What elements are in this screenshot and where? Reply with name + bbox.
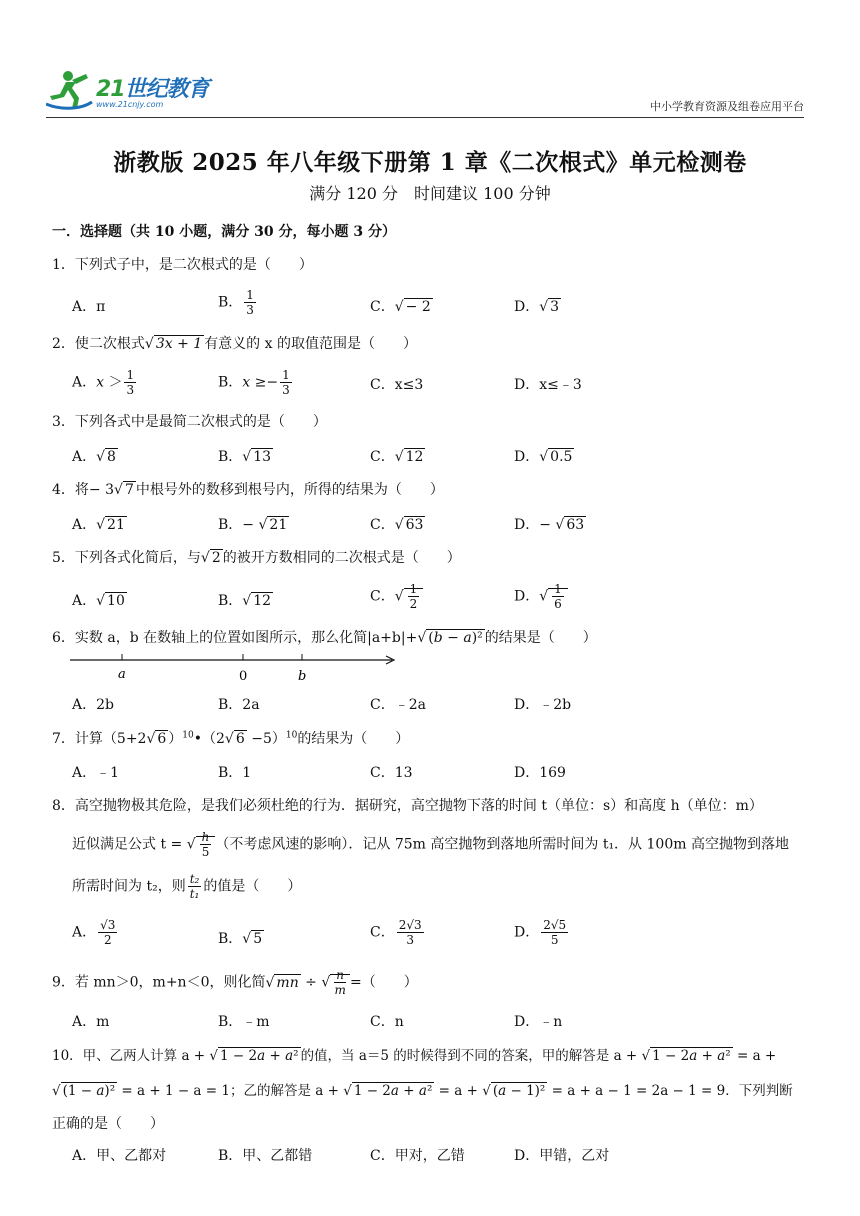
q1-option-d[interactable]: D．√ 3 xyxy=(514,299,560,315)
q7-option-c[interactable]: C．13 xyxy=(370,765,413,781)
logo-url: www.21cnjy.com xyxy=(96,100,164,109)
q4-option-a[interactable]: A．√ 21 xyxy=(72,517,125,533)
q5-option-b[interactable]: B．√ 12 xyxy=(218,593,272,609)
q4-option-d[interactable]: D．− √ 63 xyxy=(514,517,585,533)
q3-option-d[interactable]: D．√ 0.5 xyxy=(514,449,573,465)
q1-option-b[interactable]: B． $\frac{1}{3}$ xyxy=(218,288,254,317)
question-8-line-1: 8．高空抛物极其危险，是我们必须杜绝的行为．据研究，高空抛物下落的时间 t（单位：s）和高度 h（单位：m） xyxy=(52,798,763,814)
question-4: 4．将− 3√ 7 中根号外的数移到根号内，所得的结果为（ ） xyxy=(52,482,444,498)
number-line xyxy=(70,648,400,688)
q3-option-c[interactable]: C．√ 12 xyxy=(370,449,424,465)
page-header xyxy=(46,64,804,118)
q3-option-b[interactable]: B．√ 13 xyxy=(218,449,272,465)
q10-option-b[interactable]: B．甲、乙都错 xyxy=(218,1148,313,1164)
q10-option-c[interactable]: C．甲对，乙错 xyxy=(370,1148,465,1164)
question-3: 3．下列各式中是最简二次根式的是（ ） xyxy=(52,414,327,430)
q8-option-b[interactable]: B．√ 5 xyxy=(218,931,263,947)
question-9: 9．若 mn＞0，m+n＜0，则化简√ mn ÷ √ $\frac{n}{m}$ =（ ） xyxy=(52,968,418,997)
q2-option-c[interactable]: C．x≤3 xyxy=(370,377,424,393)
q9-option-b[interactable]: B．﹣m xyxy=(218,1014,270,1030)
q6-option-a[interactable]: A．2b xyxy=(72,697,114,713)
q10-option-a[interactable]: A．甲、乙都对 xyxy=(72,1148,167,1164)
question-10-line-3: 正确的是（ ） xyxy=(52,1116,164,1132)
number-line-label-a: a xyxy=(118,667,126,682)
question-7: 7．计算（5+2√ 6 ）$^{10}$•（2√ 6 −5）$^{10}$的结果为（ ） xyxy=(52,730,410,747)
question-2: 2．使二次根式√ 3x + 1 有意义的 x 的取值范围是（ ） xyxy=(52,336,417,352)
header-divider xyxy=(46,117,804,118)
q7-option-b[interactable]: B．1 xyxy=(218,765,252,781)
page-subtitle: 满分 120 分 时间建议 100 分钟 xyxy=(309,184,551,203)
question-10-line-1: 10．甲、乙两人计算 a + √ 1 − 2a + a² 的值，当 a＝5 的时候得到不同的答案，甲的解答是 a + √ 1 − 2a + a² = a + xyxy=(52,1048,777,1064)
q1-option-c[interactable]: C．√ − 2 xyxy=(370,299,431,315)
question-8-line-3: 所需时间为 t₂，则 $\frac{\text{t₂}}{\text{t₁}}$ 的值是（ ） xyxy=(72,872,302,901)
q2-option-a[interactable]: A．x ＞ $\frac{1}{3}$ xyxy=(72,368,135,397)
q4-option-b[interactable]: B．− √ 21 xyxy=(218,517,288,533)
question-5: 5．下列各式化简后，与√ 2 的被开方数相同的二次根式是（ ） xyxy=(52,550,461,566)
question-1: 1．下列式子中，是二次根式的是（ ） xyxy=(52,257,313,273)
page-title: 浙教版 2025 年八年级下册第 1 章《二次根式》单元检测卷 xyxy=(113,149,747,176)
section-heading: 一．选择题（共 10 小题，满分 30 分，每小题 3 分） xyxy=(52,224,396,240)
runner-logo-icon xyxy=(46,70,94,110)
question-6: 6．实数 a，b 在数轴上的位置如图所示，那么化简|a+b|+√ (b − a)² 的结果是（ ） xyxy=(52,630,597,646)
q8-option-c[interactable]: C． $\frac{2√3}{3}$ xyxy=(370,918,422,947)
q3-option-a[interactable]: A．√ 8 xyxy=(72,449,116,465)
q9-option-a[interactable]: A．m xyxy=(72,1014,110,1030)
q10-option-d[interactable]: D．甲错，乙对 xyxy=(514,1148,610,1164)
q5-option-c[interactable]: C．√ $\frac{1}{2}$ xyxy=(370,582,423,611)
q7-option-a[interactable]: A．﹣1 xyxy=(72,765,120,781)
q9-option-c[interactable]: C．n xyxy=(370,1014,404,1030)
platform-label: 中小学教育资源及组卷应用平台 xyxy=(650,100,804,113)
number-line-label-0: 0 xyxy=(239,669,248,684)
q2-option-b[interactable]: B．x ≥− $\frac{1}{3}$ xyxy=(218,368,290,397)
q8-option-d[interactable]: D． $\frac{2√5}{5}$ xyxy=(514,918,567,947)
q1-option-a[interactable]: A．π xyxy=(72,299,106,315)
q4-option-c[interactable]: C．√ 63 xyxy=(370,517,424,533)
number-line-label-b: b xyxy=(298,669,307,684)
q2-option-d[interactable]: D．x≤﹣3 xyxy=(514,377,582,393)
question-8-line-2: 近似满足公式 t = √ $\frac{h}{5}$ （不考虑风速的影响）．记从 75m 高空抛物到落地所需时间为 t₁．从 100m 高空抛物到落地 xyxy=(72,830,789,859)
logo xyxy=(46,70,246,114)
q5-option-d[interactable]: D．√ $\frac{1}{6}$ xyxy=(514,582,568,611)
q5-option-a[interactable]: A．√ 10 xyxy=(72,593,125,609)
q6-option-c[interactable]: C．﹣2a xyxy=(370,697,426,713)
q8-option-a[interactable]: A． $\frac{√3}{2}$ xyxy=(72,918,116,947)
question-10-line-2: √ (1 − a)² = a + 1 − a = 1；乙的解答是 a + √ 1 − 2a + a² = a + √ (a − 1)² = a + a − 1 = 2a − 1 = 9．下列判断 xyxy=(52,1083,793,1099)
q7-option-d[interactable]: D．169 xyxy=(514,765,566,781)
logo-text: 21世纪教育 xyxy=(96,77,209,102)
q9-option-d[interactable]: D．﹣n xyxy=(514,1014,563,1030)
q6-option-b[interactable]: B．2a xyxy=(218,697,260,713)
q6-option-d[interactable]: D．﹣2b xyxy=(514,697,572,713)
